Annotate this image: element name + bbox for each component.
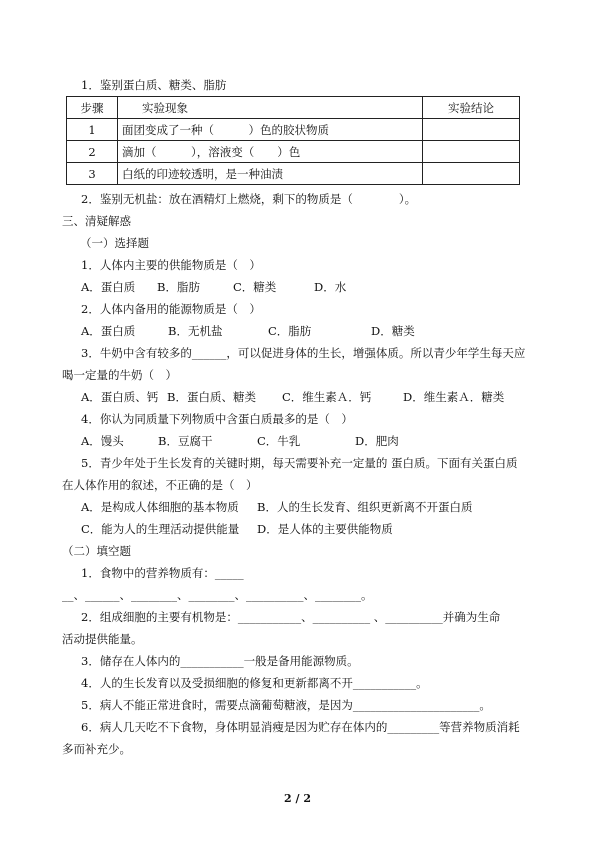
row-step: 2	[67, 141, 118, 163]
row-step: 1	[67, 119, 118, 141]
option-c: C．牛乳	[257, 434, 301, 448]
option-d: D．是人体的主要供能物质	[257, 522, 393, 536]
row-conclusion	[423, 141, 520, 163]
header-step: 步骤	[67, 97, 118, 119]
fill-3: 3．储存在人体内的___________一般是备用能源物质。	[81, 654, 359, 668]
fill-2-line-2: 活动提供能量。	[62, 632, 143, 646]
option-b: B．脂肪	[157, 280, 200, 294]
question-3-line-1: 3．牛奶中含有较多的______，可以促进身体的生长，增强体质。所以青少年学生每天应	[81, 346, 526, 360]
option-d: D．水	[314, 280, 347, 294]
option-b: B．人的生长发育、组织更新离不开蛋白质	[257, 500, 473, 514]
option-a: A．蛋白质	[81, 280, 136, 294]
table-header-row	[67, 97, 520, 119]
fill-heading: （二）填空题	[62, 544, 131, 558]
fill-4: 4．人的生长发育以及受损细胞的修复和更新都离不开___________。	[81, 676, 428, 690]
choice-heading: （一）选择题	[80, 236, 149, 250]
fill-6-line-2: 多而补充少。	[62, 742, 131, 756]
question-4: 4．你认为同质量下列物质中含蛋白质最多的是（ ）	[81, 412, 353, 426]
option-c: C．脂肪	[268, 324, 312, 338]
option-d: D．糖类	[371, 324, 415, 338]
question-5-line-2: 在人体作用的叙述，不正确的是（ ）	[62, 478, 258, 492]
fill-6-line-1: 6．病人几天吃不下食物，身体明显消瘦是因为贮存在体内的_________等营养物质消耗	[81, 720, 520, 734]
option-a: A．馒头	[81, 434, 124, 448]
option-d: D．维生素Ａ．糖类	[403, 390, 505, 404]
header-phenomenon: 实验现象	[118, 97, 423, 119]
table-row	[67, 119, 520, 141]
page-number: 2 / 2	[284, 792, 311, 805]
option-d: D．肥肉	[355, 434, 399, 448]
option-b: B．无机盐	[168, 324, 223, 338]
question-5-line-1: 5．青少年处于生长发育的关键时期，每天需要补充一定量的 蛋白质。下面有关蛋白质	[81, 456, 518, 470]
row-phenomenon: 滴加（ ），溶液变（ ）色	[118, 141, 423, 163]
section-1-item-2: 2．鉴别无机盐：放在酒精灯上燃烧，剩下的物质是（ ）。	[81, 192, 417, 206]
option-b: B．蛋白质、糖类	[167, 390, 256, 404]
option-c: C．维生素Ａ．钙	[282, 390, 372, 404]
question-3-line-2: 喝一定量的牛奶（ ）	[62, 368, 177, 382]
option-b: B．豆腐干	[158, 434, 213, 448]
fill-1-line-2: __、______、________、________、__________、________。	[62, 588, 373, 602]
fill-2-line-1: 2．组成细胞的主要有机物是：___________、__________ 、__________并确为生命	[81, 610, 501, 624]
experiment-table	[66, 96, 520, 185]
row-phenomenon: 白纸的印迹较透明，是一种油渍	[118, 163, 423, 185]
option-a: A．蛋白质、钙	[81, 390, 159, 404]
section-1-title: 1．鉴别蛋白质、糖类、脂肪	[81, 78, 227, 92]
option-a: A．蛋白质	[81, 324, 136, 338]
row-conclusion	[423, 163, 520, 185]
row-step: 3	[67, 163, 118, 185]
table-row	[67, 163, 520, 185]
option-c: C．糖类	[233, 280, 277, 294]
fill-1-line-1: 1．食物中的营养物质有：_____	[81, 566, 244, 580]
section-3-heading: 三、清疑解惑	[62, 214, 131, 228]
row-phenomenon: 面团变成了一种（ ）色的胶状物质	[118, 119, 423, 141]
question-1: 1．人体内主要的供能物质是（ ）	[81, 258, 261, 272]
fill-5: 5．病人不能正常进食时，需要点滴葡萄糖液，是因为______________________。	[81, 698, 491, 712]
option-a: A．是构成人体细胞的基本物质	[81, 500, 239, 514]
option-c: C．能为人的生理活动提供能量	[81, 522, 240, 536]
question-2: 2．人体内备用的能源物质是（ ）	[81, 302, 261, 316]
table-row	[67, 141, 520, 163]
row-conclusion	[423, 119, 520, 141]
header-conclusion: 实验结论	[423, 97, 520, 119]
